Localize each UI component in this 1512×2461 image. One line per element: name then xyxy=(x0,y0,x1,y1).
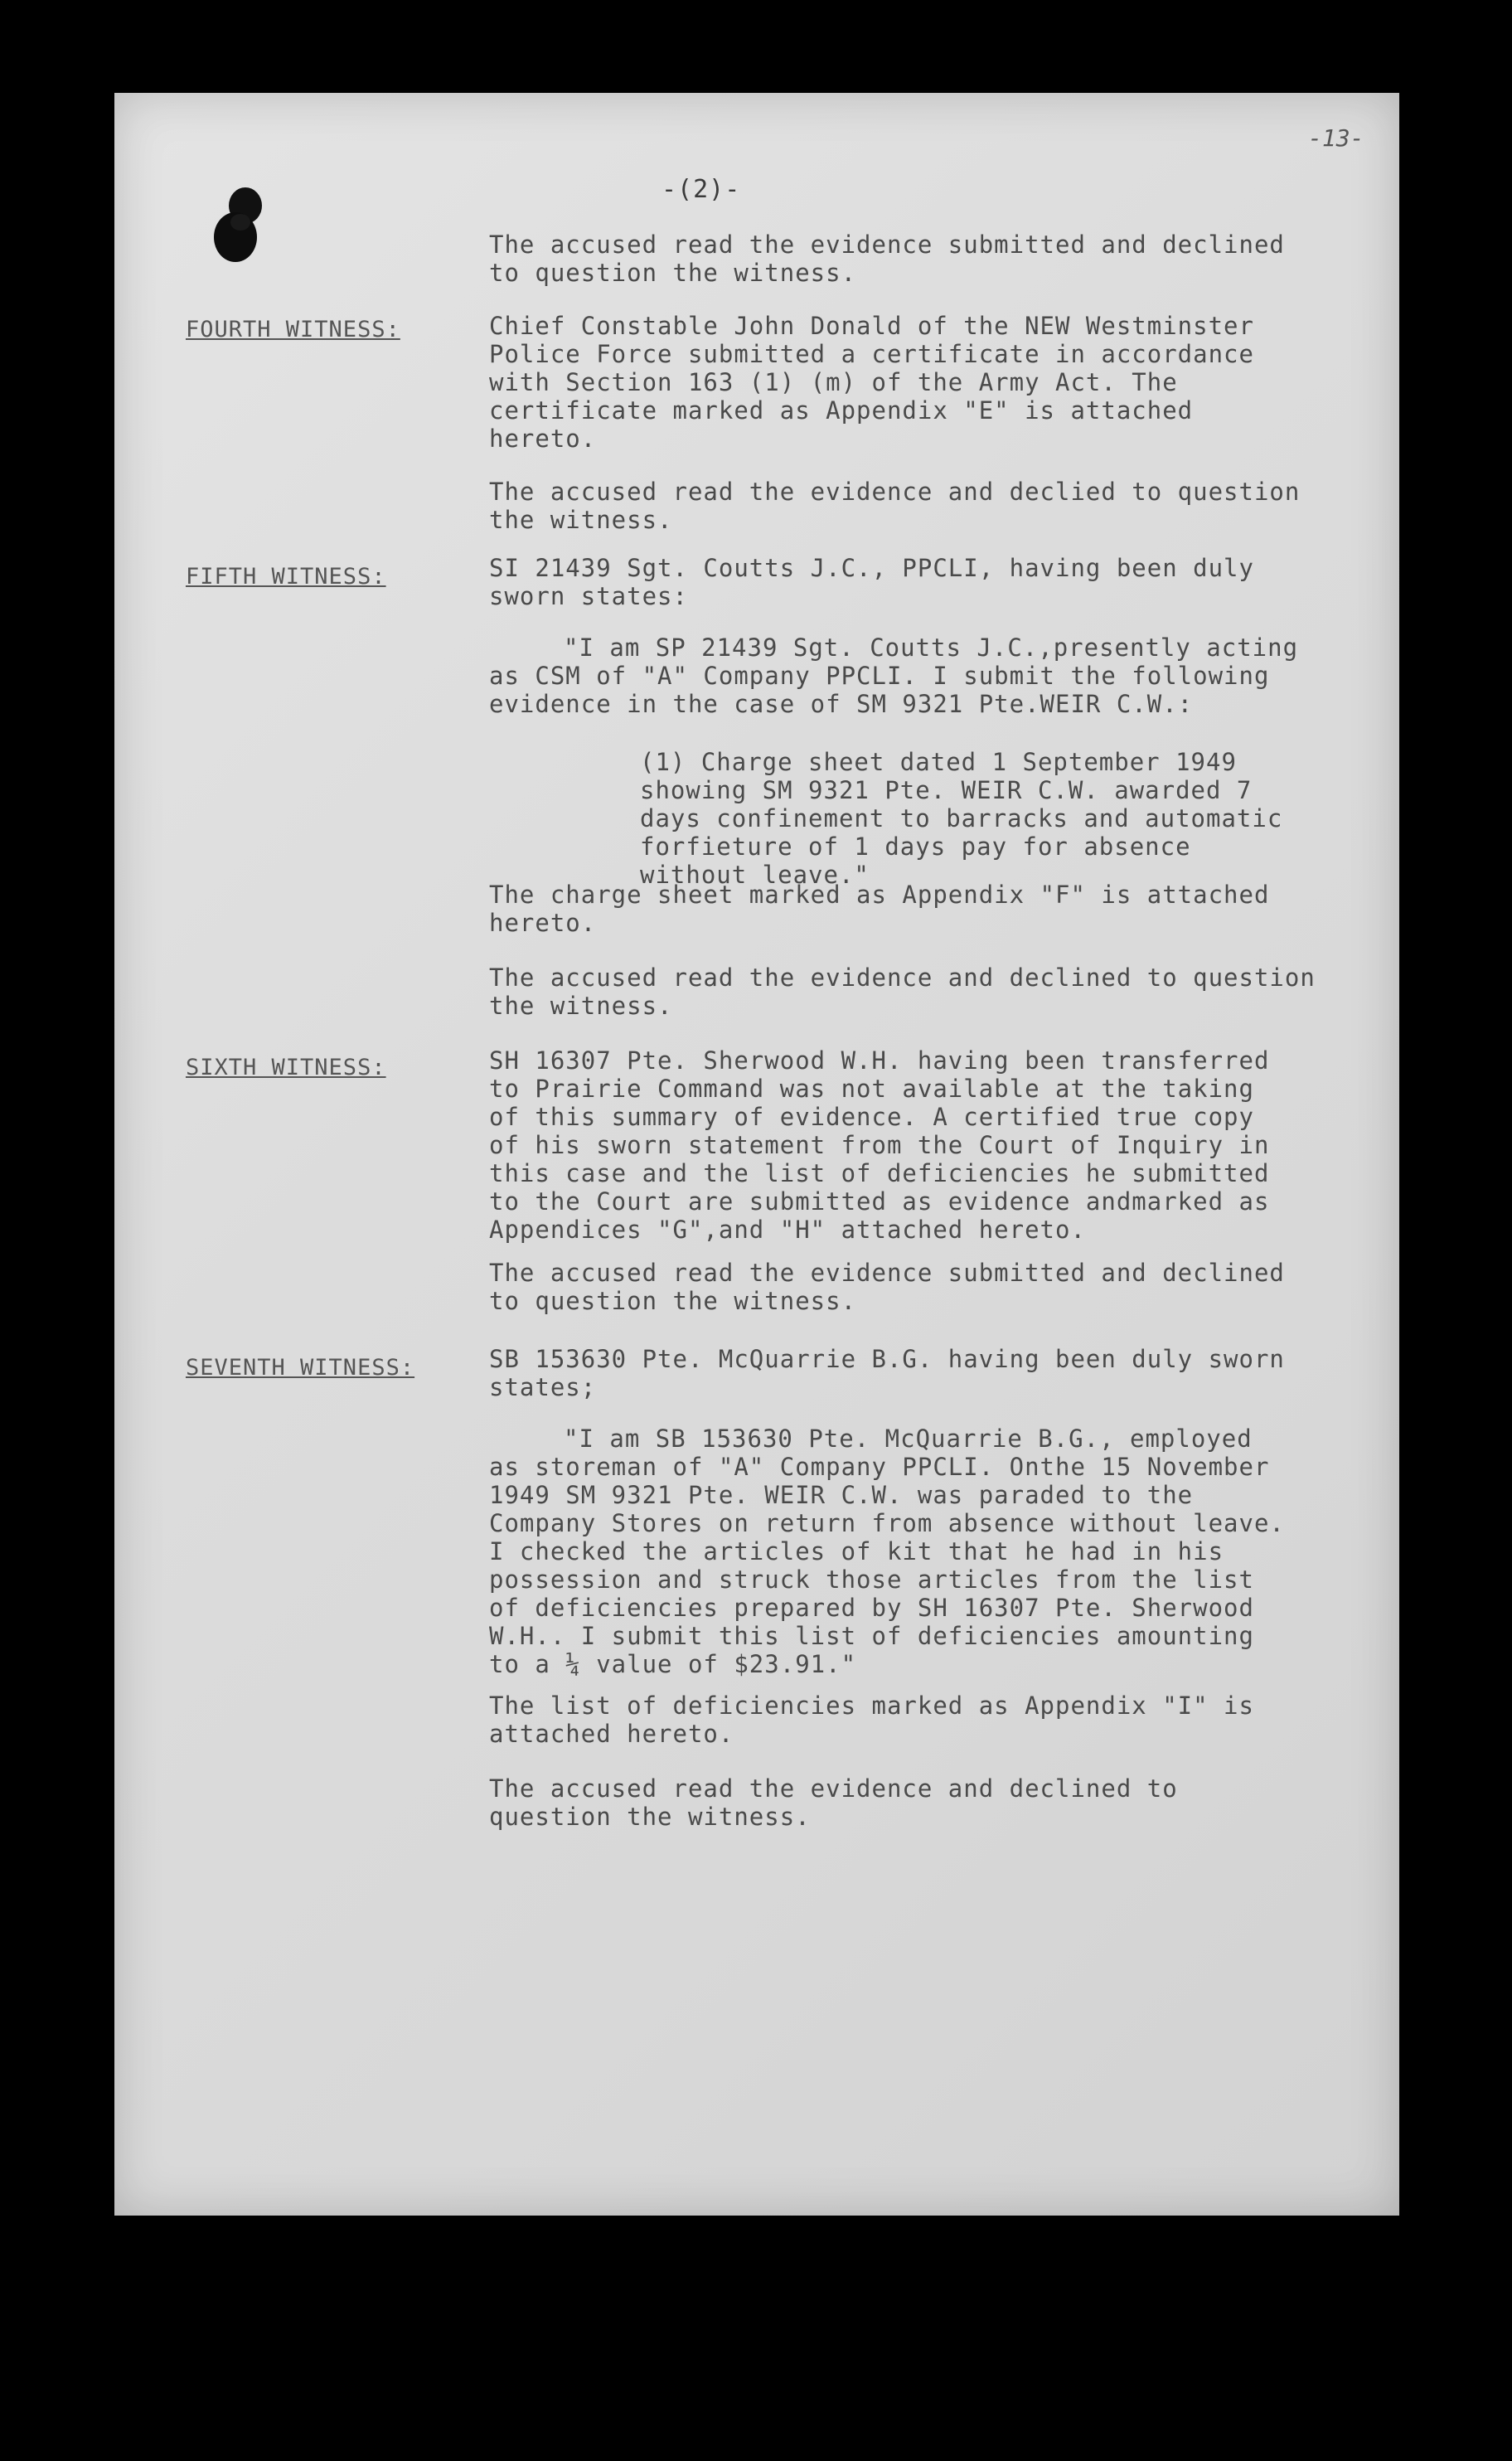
text-line: as CSM of "A" Company PPCLI. I submit the following xyxy=(489,662,1270,690)
text-line: days confinement to barracks and automatic xyxy=(640,804,1283,832)
paragraph-evidence-declined-2 xyxy=(489,478,1368,534)
text-line: hereto. xyxy=(489,425,597,453)
text-line: to question the witness. xyxy=(489,1287,857,1315)
text-line: The accused read the evidence submitted and declined xyxy=(489,231,1285,259)
text-line: The charge sheet marked as Appendix "F" is attached xyxy=(489,881,1270,909)
seventh-witness-text xyxy=(489,1345,1368,1401)
text-line: sworn states: xyxy=(489,582,688,610)
fourth-witness-label: FOURTH WITNESS: xyxy=(186,317,400,342)
fourth-witness-text xyxy=(489,312,1368,453)
text-line: hereto. xyxy=(489,909,597,937)
text-line: certificate marked as Appendix "E" is attached xyxy=(489,396,1194,425)
text-line: The accused read the evidence and declined to question xyxy=(489,964,1316,992)
text-line: Police Force submitted a certificate in accordance xyxy=(489,340,1254,368)
corner-page-mark: -13- xyxy=(1308,124,1364,152)
text-line: of his sworn statement from the Court of Inquiry in xyxy=(489,1131,1270,1159)
appendix-i-note xyxy=(489,1692,1368,1748)
text-line: to the Court are submitted as evidence andmarked as xyxy=(489,1187,1270,1216)
text-line: to a ¼ value of $23.91." xyxy=(489,1650,857,1678)
text-line: to question the witness. xyxy=(489,259,857,287)
fifth-witness-text xyxy=(489,554,1368,610)
ink-blot-mark xyxy=(206,182,280,274)
paragraph-evidence-declined-1 xyxy=(489,231,1368,287)
paragraph-evidence-declined-4 xyxy=(489,1259,1368,1315)
text-line: without leave." xyxy=(640,861,870,889)
document-page xyxy=(114,93,1399,2216)
charge-sheet-item xyxy=(489,748,1368,889)
text-line: SI 21439 Sgt. Coutts J.C., PPCLI, having been duly xyxy=(489,554,1254,582)
text-line: showing SM 9321 Pte. WEIR C.W. awarded 7 xyxy=(640,776,1253,804)
text-line: The accused read the evidence submitted and declined xyxy=(489,1259,1285,1287)
text-line: attached hereto. xyxy=(489,1720,734,1748)
text-line: Company Stores on return from absence without leave. xyxy=(489,1509,1285,1537)
paragraph-evidence-declined-3 xyxy=(489,964,1368,1020)
text-line: the witness. xyxy=(489,506,673,534)
text-line: SH 16307 Pte. Sherwood W.H. having been transferred xyxy=(489,1046,1270,1075)
text-line: 1949 SM 9321 Pte. WEIR C.W. was paraded to the xyxy=(489,1481,1194,1509)
sixth-witness-text xyxy=(489,1046,1368,1244)
fifth-witness-label: FIFTH WITNESS: xyxy=(186,564,386,590)
text-line: as storeman of "A" Company PPCLI. Onthe 15 November xyxy=(489,1453,1270,1481)
text-line: question the witness. xyxy=(489,1803,811,1831)
text-line: the witness. xyxy=(489,992,673,1020)
text-line: Chief Constable John Donald of the NEW Westminster xyxy=(489,312,1254,340)
text-line: The accused read the evidence and declied to question xyxy=(489,478,1301,506)
text-line: of this summary of evidence. A certified true copy xyxy=(489,1103,1254,1131)
text-line: this case and the list of deficiencies he submitted xyxy=(489,1159,1270,1187)
coutts-statement xyxy=(489,633,1368,718)
text-line: The list of deficiencies marked as Appendix "I" is xyxy=(489,1692,1254,1720)
text-line: Appendices "G",and "H" attached hereto. xyxy=(489,1216,1086,1244)
text-line: forfieture of 1 days pay for absence xyxy=(640,832,1191,861)
page-number: -(2)- xyxy=(662,175,741,204)
text-line: (1) Charge sheet dated 1 September 1949 xyxy=(640,748,1237,776)
mcquarrie-statement xyxy=(489,1425,1368,1678)
text-line: The accused read the evidence and declined to xyxy=(489,1774,1178,1803)
paragraph-evidence-declined-5 xyxy=(489,1774,1368,1831)
seventh-witness-label: SEVENTH WITNESS: xyxy=(186,1355,415,1381)
text-line: SB 153630 Pte. McQuarrie B.G. having been duly sworn xyxy=(489,1345,1285,1373)
text-line: I checked the articles of kit that he had in his xyxy=(489,1537,1224,1565)
text-line: possession and struck those articles from the list xyxy=(489,1565,1254,1594)
text-line: with Section 163 (1) (m) of the Army Act. The xyxy=(489,368,1178,396)
text-line: to Prairie Command was not available at the taking xyxy=(489,1075,1254,1103)
appendix-f-note xyxy=(489,881,1368,937)
text-line: evidence in the case of SM 9321 Pte.WEIR C.W.: xyxy=(489,690,1194,718)
text-line: "I am SP 21439 Sgt. Coutts J.C.,presently acting xyxy=(564,633,1299,662)
sixth-witness-label: SIXTH WITNESS: xyxy=(186,1055,386,1080)
text-line: of deficiencies prepared by SH 16307 Pte. Sherwood xyxy=(489,1594,1254,1622)
text-line: W.H.. I submit this list of deficiencies amounting xyxy=(489,1622,1254,1650)
text-line: "I am SB 153630 Pte. McQuarrie B.G., employed xyxy=(564,1425,1253,1453)
text-line: states; xyxy=(489,1373,597,1401)
